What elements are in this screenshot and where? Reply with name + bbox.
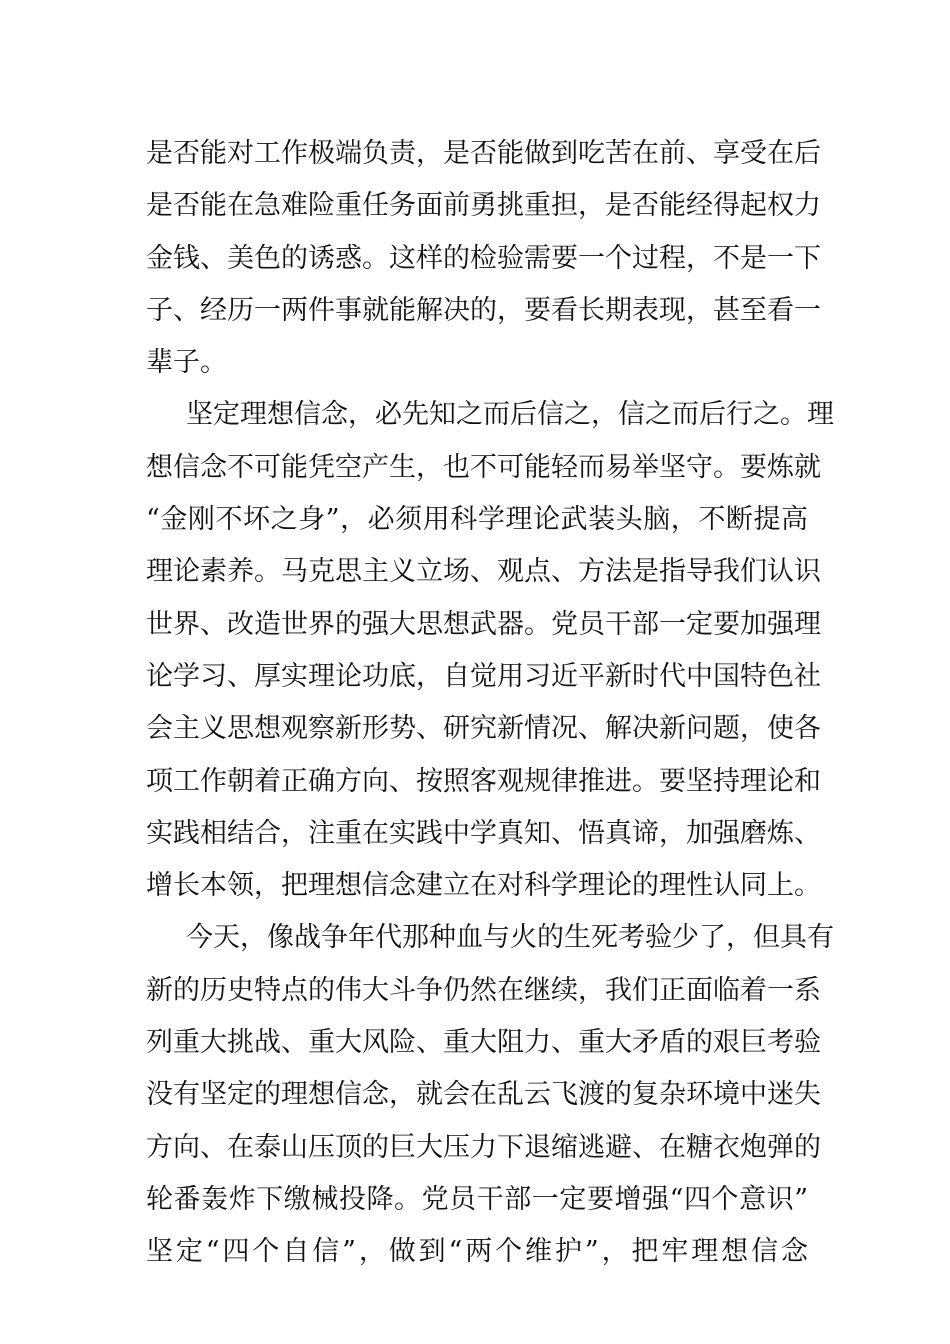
text-line: 子、经历一两件事就能解决的，要看长期表现，甚至看一 — [146, 294, 821, 326]
text-line: 新的历史特点的伟大斗争仍然在继续，我们正面临着一系 — [146, 974, 821, 1006]
text-line: 会主义思想观察新形势、研究新情况、解决新问题，使各 — [146, 713, 821, 745]
text-line: 列重大挑战、重大风险、重大阻力、重大矛盾的艰巨考验 — [146, 1027, 821, 1059]
text-line: 坚定“四个自信”，做到“两个维护”，把牢理想信念 — [146, 1236, 808, 1268]
paragraph-first-line: 坚定理想信念，必先知之而后信之，信之而后行之。理 — [186, 399, 834, 431]
text-line: 项工作朝着正确方向、按照客观规律推进。要坚持理论和 — [146, 765, 821, 797]
text-line: 世界、改造世界的强大思想武器。党员干部一定要加强理 — [146, 608, 821, 640]
text-line: 没有坚定的理想信念，就会在乱云飞渡的复杂环境中迷失 — [146, 1079, 821, 1111]
text-line: 轮番轰炸下缴械投降。党员干部一定要增强“四个意识” — [146, 1183, 808, 1215]
text-line: 金钱、美色的诱惑。这样的检验需要一个过程，不是一下 — [146, 242, 821, 274]
text-line: 增长本领，把理想信念建立在对科学理论的理性认同上。 — [146, 870, 821, 902]
text-line: 想信念不可能凭空产生，也不可能轻而易举坚守。要炼就 — [146, 451, 821, 483]
text-line: 是否能对工作极端负责，是否能做到吃苦在前、享受在后 — [146, 138, 821, 169]
text-line: 论学习、厚实理论功底，自觉用习近平新时代中国特色社 — [146, 660, 821, 692]
text-line: 方向、在泰山压顶的巨大压力下退缩逃避、在糖衣炮弹的 — [146, 1131, 821, 1163]
text-line: 理论素养。马克思主义立场、观点、方法是指导我们认识 — [146, 556, 821, 588]
body-text — [146, 128, 834, 1279]
text-line: 是否能在急难险重任务面前勇挑重担，是否能经得起权力 — [146, 190, 821, 222]
text-line: “金刚不坏之身”，必须用科学理论武装头脑，不断提高 — [146, 504, 808, 536]
text-line: 辈子。 — [146, 347, 227, 379]
text-line: 实践相结合，注重在实践中学真知、悟真谛，加强磨炼、 — [146, 817, 821, 849]
paragraph-first-line: 今天，像战争年代那种血与火的生死考验少了，但具有 — [186, 922, 834, 954]
